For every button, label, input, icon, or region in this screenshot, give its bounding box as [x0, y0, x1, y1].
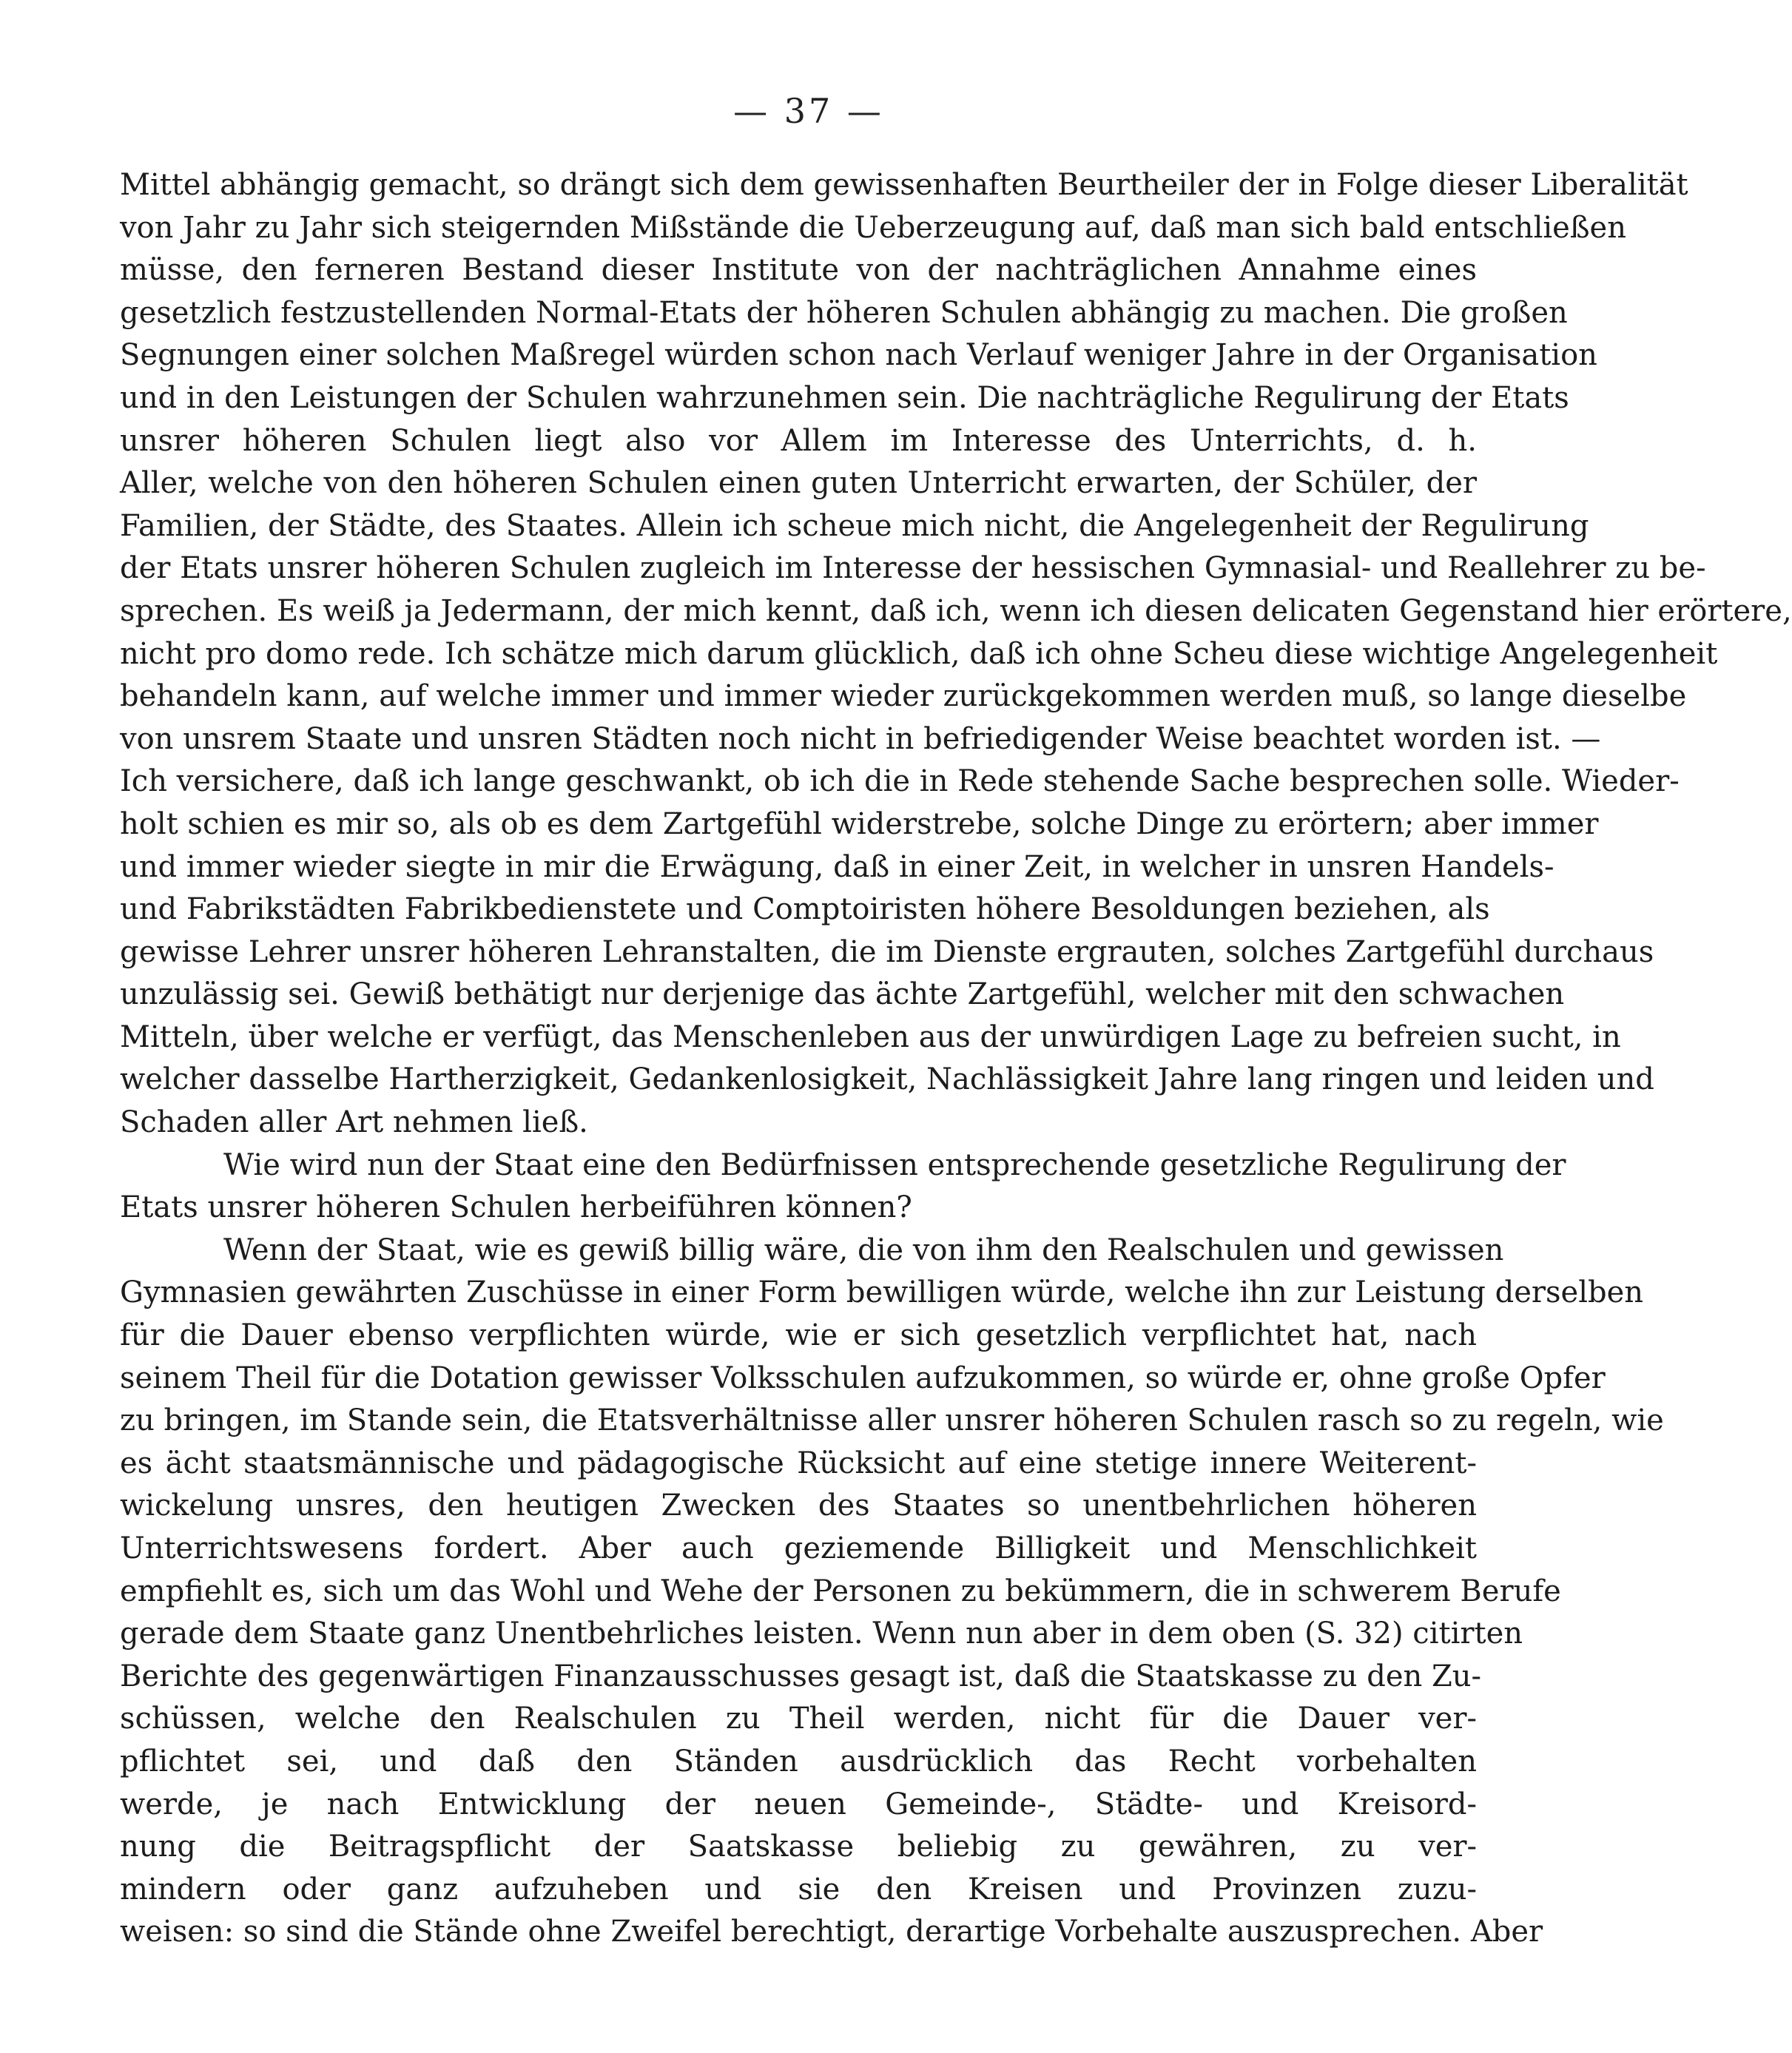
text-line: und in den Leistungen der Schulen wahrzunehmen sein. Die nachträgliche Regulirung der Etats [120, 380, 1569, 415]
text-line: der Etats unsrer höheren Schulen zugleich im Interesse der hessischen Gymnasial- und Reallehrer zu be- [120, 551, 1706, 586]
text-line: Schaden aller Art nehmen ließ. [120, 1105, 588, 1140]
text-line: nicht pro domo rede. Ich schätze mich darum glücklich, daß ich ohne Scheu diese wichtige Angelegenheit [120, 636, 1718, 671]
text-line: gewisse Lehrer unsrer höheren Lehranstalten, die im Dienste ergrauten, solches Zartgefühl durchaus [120, 934, 1654, 969]
text-line: Segnungen einer solchen Maßregel würden schon nach Verlauf weniger Jahre in der Organisation [120, 338, 1597, 373]
text-line: Wenn der Staat, wie es gewiß billig wäre, die von ihm den Realschulen und gewissen [223, 1233, 1504, 1267]
text-line: Unterrichtswesens fordert. Aber auch geziemende Billigkeit und Menschlichkeit [120, 1531, 1477, 1565]
text-line: werde, je nach Entwicklung der neuen Gemeinde-, Städte- und Kreisord- [120, 1787, 1477, 1821]
text-line: pflichtet sei, und daß den Ständen ausdrücklich das Recht vorbehalten [120, 1744, 1477, 1779]
text-line: nung die Beitragspflicht der Saatskasse beliebig zu gewähren, zu ver- [120, 1830, 1477, 1864]
text-line: müsse, den ferneren Bestand dieser Institute von der nachträglichen Annahme eines [120, 253, 1477, 288]
text-line: Ich versichere, daß ich lange geschwankt, ob ich die in Rede stehende Sache besprechen solle. Wieder- [120, 764, 1680, 799]
text-line: unzulässig sei. Gewiß bethätigt nur derjenige das ächte Zartgefühl, welcher mit den schwachen [120, 977, 1565, 1012]
text-line: schüssen, welche den Realschulen zu Theil werden, nicht für die Dauer ver- [120, 1702, 1477, 1736]
text-line: Berichte des gegenwärtigen Finanzausschusses gesagt ist, daß die Staatskasse zu den Zu- [120, 1659, 1482, 1693]
text-line: wickelung unsres, den heutigen Zwecken des Staates so unentbehrlichen höheren [120, 1489, 1477, 1523]
text-line: für die Dauer ebenso verpflichten würde, wie er sich gesetzlich verpflichtet hat, nach [120, 1318, 1477, 1353]
text-line: empfiehlt es, sich um das Wohl und Wehe der Personen zu bekümmern, die in schwerem Berufe [120, 1574, 1561, 1608]
text-line: weisen: so sind die Stände ohne Zweifel berechtigt, derartige Vorbehalte auszusprechen. Aber [120, 1915, 1543, 1949]
text-line: behandeln kann, auf welche immer und immer wieder zurückgekommen werden muß, so lange dieselbe [120, 679, 1687, 714]
text-line: und Fabrikstädten Fabrikbedienstete und Comptoiristen höhere Besoldungen beziehen, als [120, 892, 1490, 927]
text-line: holt schien es mir so, als ob es dem Zartgefühl widerstrebe, solche Dinge zu erörtern; aber immer [120, 806, 1599, 841]
text-line: gerade dem Staate ganz Unentbehrliches leisten. Wenn nun aber in dem oben (S. 32) citirten [120, 1617, 1523, 1651]
text-line: unsrer höheren Schulen liegt also vor Allem im Interesse des Unterrichts, d. h. [120, 423, 1477, 458]
text-line: Gymnasien gewährten Zuschüsse in einer Form bewilligen würde, welche ihn zur Leistung derselben [120, 1275, 1644, 1310]
text-line: welcher dasselbe Hartherzigkeit, Gedankenlosigkeit, Nachlässigkeit Jahre lang ringen und leiden und [120, 1062, 1654, 1097]
text-line: von unsrem Staate und unsren Städten noch nicht in befriedigender Weise beachtet worden ist. — [120, 721, 1601, 756]
text-line: seinem Theil für die Dotation gewisser Volksschulen aufzukommen, so würde er, ohne große Opfer [120, 1361, 1606, 1395]
text-line: mindern oder ganz aufzuheben und sie den Kreisen und Provinzen zuzu- [120, 1872, 1477, 1907]
text-line: sprechen. Es weiß ja Jedermann, der mich kennt, daß ich, wenn ich diesen delicaten Gegenstand hier erörtere, [120, 593, 1792, 628]
text-line: gesetzlich festzustellenden Normal-Etats der höheren Schulen abhängig zu machen. Die großen [120, 295, 1568, 330]
body-text [120, 164, 1792, 1954]
text-line: es ächt staatsmännische und pädagogische Rücksicht auf eine stetige innere Weiterent- [120, 1446, 1477, 1480]
text-line: Mitteln, über welche er verfügt, das Menschenleben aus der unwürdigen Lage zu befreien sucht, in [120, 1019, 1621, 1054]
text-line: zu bringen, im Stande sein, die Etatsverhältnisse aller unsrer höheren Schulen rasch so zu regeln, wie [120, 1403, 1664, 1438]
page-number: — 37 — [733, 91, 884, 131]
text-line: von Jahr zu Jahr sich steigernden Mißstände die Ueberzeugung auf, daß man sich bald entschließen [120, 210, 1626, 245]
text-line: Etats unsrer höheren Schulen herbeiführen können? [120, 1190, 912, 1225]
text-line: Aller, welche von den höheren Schulen einen guten Unterricht erwarten, der Schüler, der [120, 466, 1477, 501]
text-line: Mittel abhängig gemacht, so drängt sich dem gewissenhaften Beurtheiler der in Folge dieser Liberalität [120, 168, 1688, 202]
text-line: Familien, der Städte, des Staates. Allein ich scheue mich nicht, die Angelegenheit der Regulirung [120, 508, 1589, 543]
text-line: und immer wieder siegte in mir die Erwägung, daß in einer Zeit, in welcher in unsren Handels- [120, 849, 1554, 884]
text-line: Wie wird nun der Staat eine den Bedürfnissen entsprechende gesetzliche Regulirung der [223, 1147, 1566, 1182]
